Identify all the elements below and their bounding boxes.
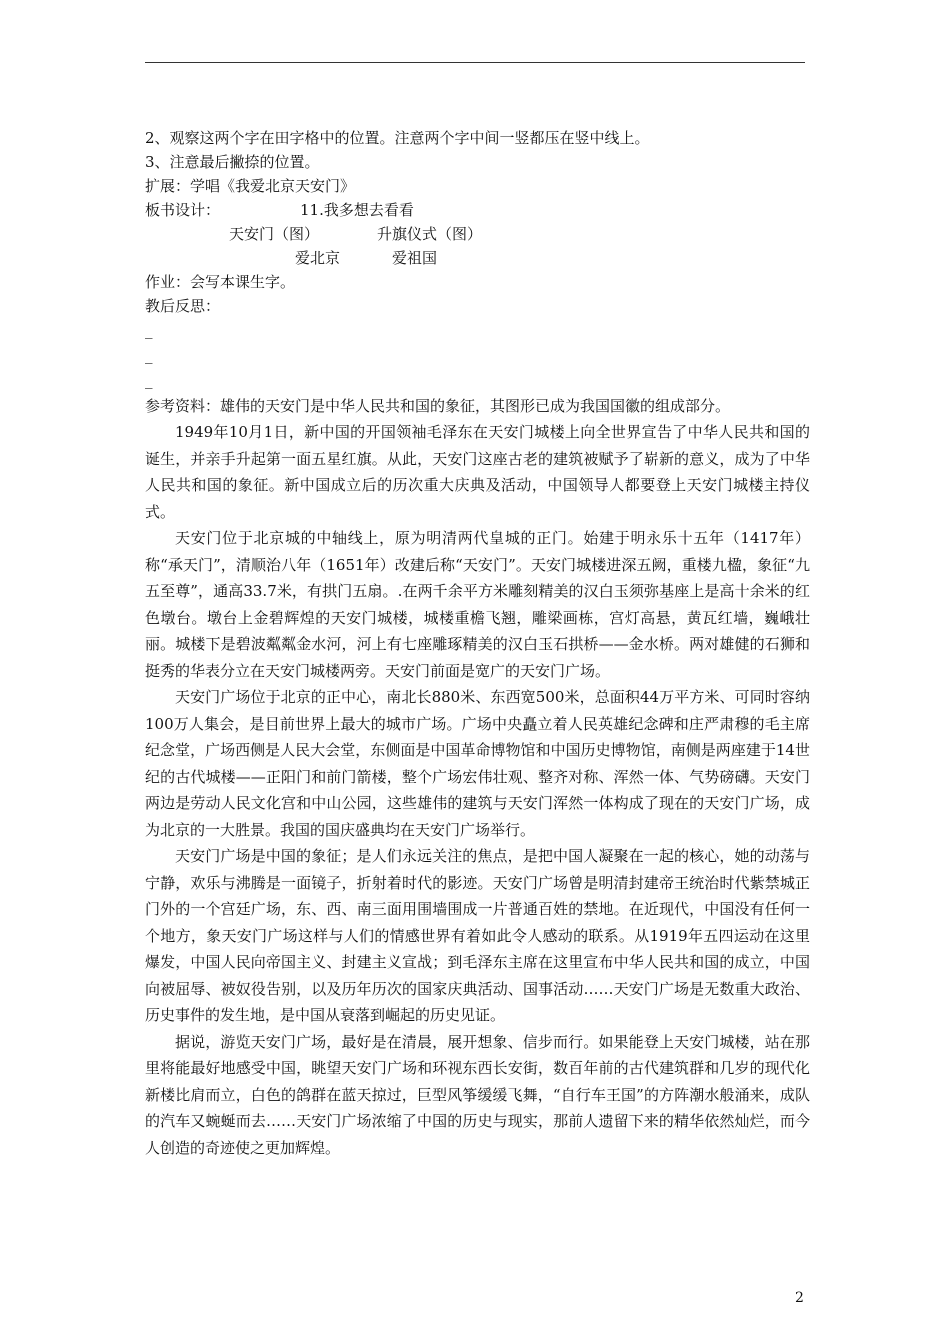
header-rule	[145, 62, 805, 63]
board-item-love-motherland: 爱祖国	[392, 249, 438, 267]
extension-line: 扩展：学唱《我爱北京天安门》	[145, 177, 356, 195]
reference-paragraph-3: 天安门广场位于北京的正中心，南北长880米、东西宽500米，总面积44万平方米、可同时容纳100万人集会，是目前世界上最大的城市广场。广场中央矗立着人民英雄纪念碑和庄严肃穆的毛主席纪念堂，广场西侧是人民大会堂，东侧面是中国革命博物馆和中国历史博物馆，南侧是两座建于14世纪的古代城楼——正阳门和前门箭楼，整个广场宏伟壮观、整齐对称、浑然一体、气势磅礴。天安门两边是劳动人民文化宫和中山公园，这些雄伟的建筑与天安门浑然一体构成了现在的天安门广场，成为北京的一大胜景。我国的国庆盛典均在天安门广场举行。	[145, 688, 810, 839]
reflection-line: 教后反思：	[145, 297, 221, 315]
page-number: 2	[795, 1290, 804, 1306]
reference-paragraph-1: 1949年10月1日，新中国的开国领袖毛泽东在天安门城楼上向全世界宣告了中华人民共和国的诞生，并亲手升起第一面五星红旗。从此，天安门这座古老的建筑被赋予了崭新的意义，成为了中华人民共和国的象征。新中国成立后的历次重大庆典及活动，中国领导人都要登上天安门城楼主持仪式。	[145, 423, 810, 521]
board-design-line	[145, 198, 810, 222]
homework-line: 作业：会写本课生字。	[145, 273, 296, 291]
reference-paragraph-5: 据说，游览天安门广场，最好是在清晨，展开想象、信步而行。如果能登上天安门城楼，站在那里将能最好地感受中国，眺望天安门广场和环视东西长安街，数百年前的古代建筑群和几岁的现代化新楼比肩而立，白色的鸽群在蓝天掠过，巨型风筝缓缓飞舞，“自行车王国”的方阵潮水般涌来，成队的汽车又蜿蜒而去……天安门广场浓缩了中国的历史与现实，那前人遗留下来的精华依然灿烂，而今人创造的奇迹使之更加辉煌。	[145, 1032, 810, 1157]
board-design-title: 11.我多想去看看	[300, 201, 414, 219]
reference-paragraph-2: 天安门位于北京城的中轴线上，原为明清两代皇城的正门。始建于明永乐十五年（1417年）称“承天门”，清顺治八年（1651年）改建后称“天安门”。天安门城楼进深五阙，重楼九楹，象征“九五至尊”，通高33.7米，有拱门五扇。.在两千余平方米雕刻精美的汉白玉须弥基座上是高十余米的红色墩台。墩台上金碧辉煌的天安门城楼，城楼重檐飞翘，雕梁画栋，宫灯高悬，黄瓦红墙，巍峨壮丽。城楼下是碧波粼粼金水河，河上有七座雕琢精美的汉白玉石拱桥——金水桥。两对雄健的石狮和挺秀的华表分立在天安门城楼两旁。天安门前面是宽广的天安门广场。	[145, 529, 810, 680]
page-content	[145, 126, 810, 1161]
board-design-label: 板书设计：	[145, 201, 221, 219]
board-row-1	[145, 222, 810, 246]
instruction-line-2: 2、观察这两个字在田字格中的位置。注意两个字中间一竖都压在竖中线上。	[145, 129, 650, 147]
board-row-2	[145, 246, 810, 270]
blank-line-2: _	[145, 346, 153, 364]
board-item-flag-ceremony: 升旗仪式（图）	[377, 225, 483, 243]
blank-line-3: _	[145, 371, 153, 389]
blank-line-1: _	[145, 321, 153, 339]
instruction-line-3: 3、注意最后撇捺的位置。	[145, 153, 320, 171]
reference-intro: 参考资料：雄伟的天安门是中华人民共和国的象征，其图形已成为我国国徽的组成部分。	[145, 397, 731, 415]
reference-paragraph-4: 天安门广场是中国的象征；是人们永远关注的焦点，是把中国人凝聚在一起的核心，她的动荡与宁静，欢乐与沸腾是一面镜子，折射着时代的影迹。天安门广场曾是明清封建帝王统治时代紫禁城正门外的一个宫廷广场，东、西、南三面用围墙围成一片普通百姓的禁地。在近现代，中国没有任何一个地方，象天安门广场这样与人们的情感世界有着如此令人感动的联系。从1919年五四运动在这里爆发，中国人民向帝国主义、封建主义宣战；到毛泽东主席在这里宣布中华人民共和国的成立，中国向被屈辱、被奴役告别，以及历年历次的国家庆典活动、国事活动……天安门广场是无数重大政治、历史事件的发生地，是中国从衰落到崛起的历史见证。	[145, 847, 810, 1024]
board-item-tiananmen: 天安门（图）	[229, 225, 320, 243]
board-item-love-beijing: 爱北京	[295, 249, 341, 267]
